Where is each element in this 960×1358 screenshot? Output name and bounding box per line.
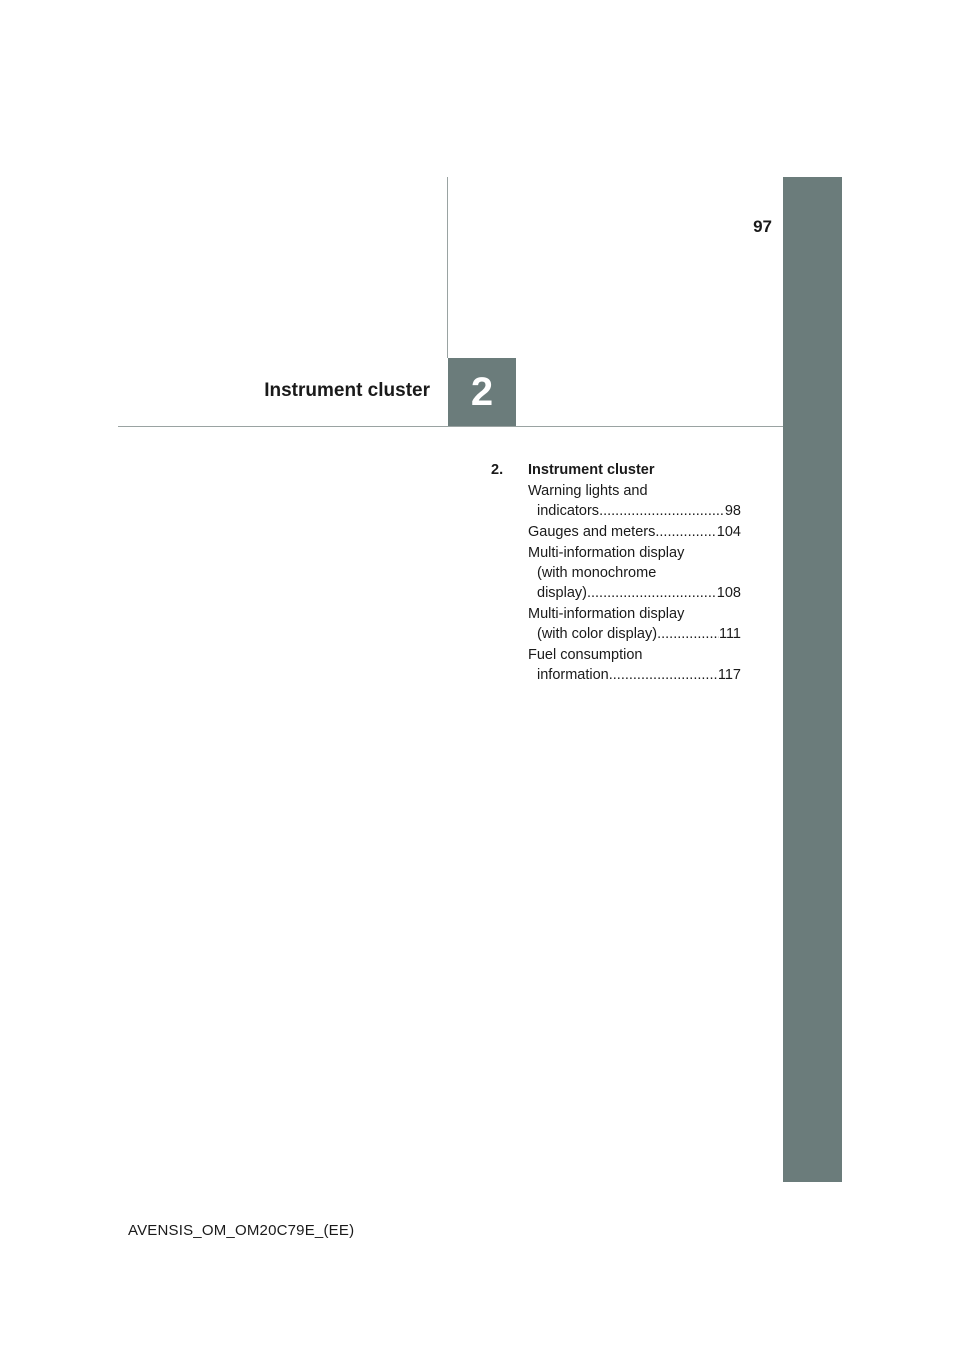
toc-entry-text: Fuel consumption: [528, 647, 643, 663]
chapter-thumb-tab: [783, 177, 842, 1182]
toc-entry-text: information: [537, 667, 609, 683]
chapter-title: Instrument cluster: [264, 380, 430, 401]
toc-entry-text: Multi-information display: [528, 606, 685, 622]
toc-entry-text: (with monochrome: [537, 565, 657, 581]
dot-leader: [655, 522, 716, 542]
toc-entry-gauges-meters[interactable]: [528, 522, 741, 542]
toc-entry-text: indicators: [537, 503, 600, 519]
chapter-number: 2: [470, 369, 494, 414]
toc-entry-mid-monochrome[interactable]: [528, 543, 741, 603]
dot-leader: [587, 583, 717, 603]
page-number: 97: [753, 217, 772, 236]
toc-heading-number: 2.: [491, 462, 504, 478]
document-footer-id: AVENSIS_OM_OM20C79E_(EE): [128, 1222, 355, 1239]
toc-entry-text: Multi-information display: [528, 545, 685, 561]
toc-entry-mid-color[interactable]: [528, 604, 741, 644]
dot-leader: [599, 501, 725, 521]
chapter-number-box: [448, 358, 516, 426]
toc-entry-page: 98: [724, 503, 741, 519]
horizontal-divider: [118, 426, 783, 427]
toc-entry-page: 104: [716, 524, 741, 540]
vertical-divider: [447, 177, 448, 358]
toc-entry-text: Gauges and meters: [528, 524, 656, 540]
toc-entry-page: 117: [717, 667, 741, 683]
toc-heading: [491, 460, 741, 480]
toc-entry-text: Warning lights and: [528, 483, 648, 499]
dot-leader: [609, 665, 718, 685]
dot-leader: [657, 624, 719, 644]
toc-entry-warning-lights[interactable]: [528, 481, 741, 521]
toc-entry-fuel-consumption[interactable]: [528, 645, 741, 685]
toc-entry-text: display): [537, 585, 587, 601]
toc-entry-text: (with color display): [537, 626, 658, 642]
toc-entry-page: 108: [716, 585, 741, 601]
toc-entry-page: 111: [718, 626, 741, 642]
table-of-contents: [491, 460, 741, 685]
toc-heading-title: Instrument cluster: [528, 462, 655, 478]
